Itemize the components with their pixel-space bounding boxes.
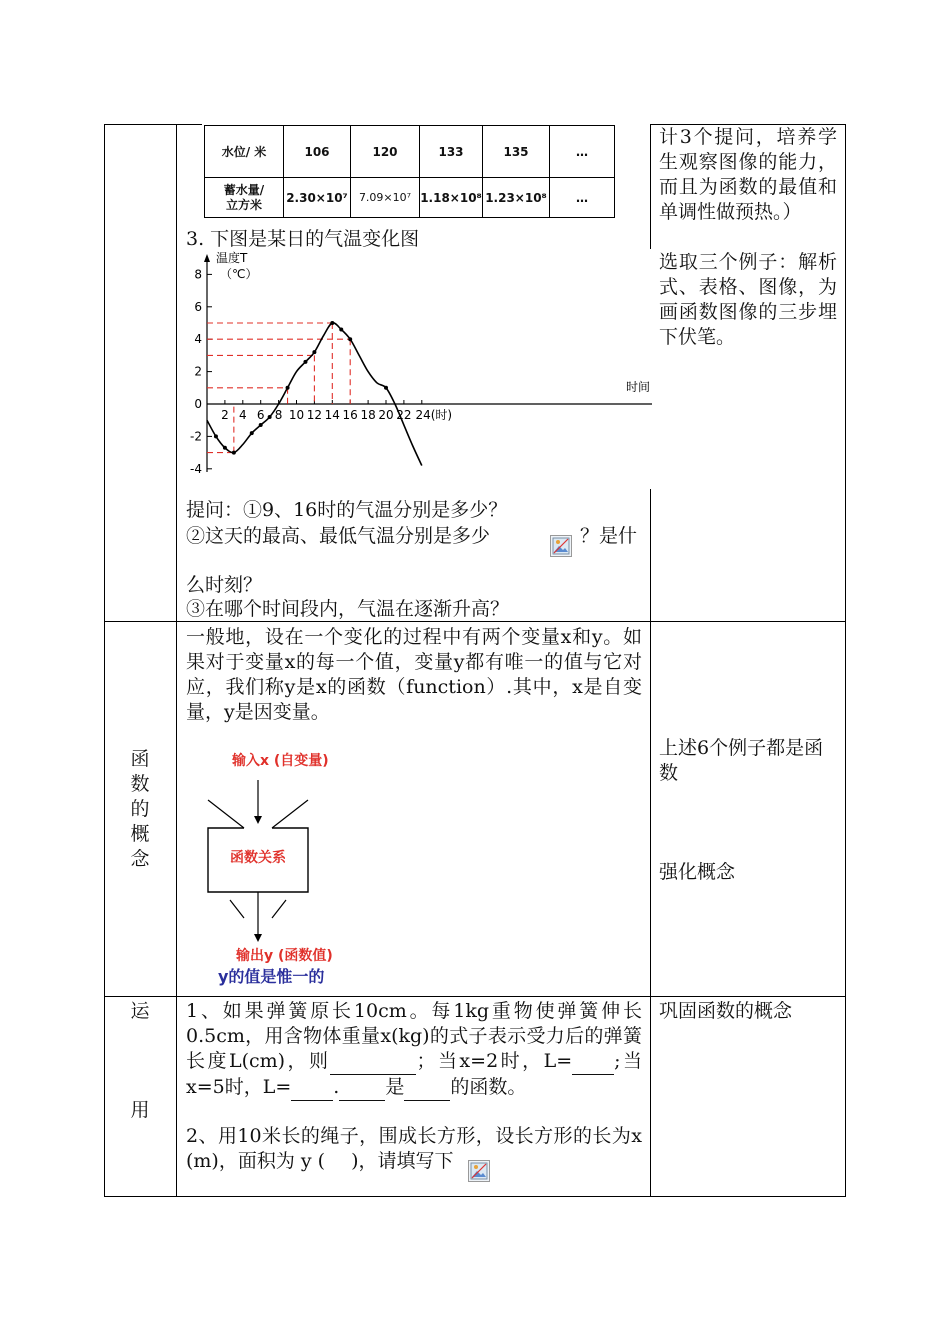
x-tick-label: 20 xyxy=(378,408,394,422)
y-tick-label: 6 xyxy=(194,299,202,314)
x-tick-label: 8 xyxy=(274,408,283,422)
question-line: 么时刻？ xyxy=(186,574,263,596)
section-label-application: 运 xyxy=(130,1000,150,1022)
y-axis-unit: （℃） xyxy=(220,267,258,281)
exercise-text: )，请填写下 xyxy=(351,1150,454,1172)
data-point xyxy=(330,321,334,325)
data-point xyxy=(268,415,272,419)
diagram-box-label: 函数关系 xyxy=(230,850,286,866)
table-cell-line: 立方米 xyxy=(225,197,262,212)
question-line: 提问：①9、16时的气温分别是多少？ xyxy=(186,499,508,521)
section-label-function-concept xyxy=(104,747,176,872)
exercise-text: 是 xyxy=(385,1076,405,1098)
exercise-text: ；当x=2时，L= xyxy=(416,1050,573,1072)
exercise-1 xyxy=(186,999,642,1101)
diagram-unique-note: y的值是惟一的 xyxy=(218,967,325,986)
y-axis-arrow xyxy=(204,254,210,262)
column-divider-2 xyxy=(650,489,651,1197)
x-tick-label: 16 xyxy=(342,408,358,422)
question-3-title: 3. 下图是某日的气温变化图 xyxy=(186,228,420,250)
table-cell: 7.09×10⁷ xyxy=(351,178,420,218)
question-line: ③在哪个时间段内，气温在逐渐升高？ xyxy=(186,598,510,620)
table-cell: 1.23×10⁸ xyxy=(483,178,550,218)
teaching-note: 上述6个例子都是函数 xyxy=(659,737,824,784)
column-divider-2-top xyxy=(650,124,651,249)
data-point xyxy=(259,423,263,427)
row-divider-2 xyxy=(104,996,845,997)
label-char: 函 xyxy=(130,748,150,770)
label-char: 的 xyxy=(130,798,150,820)
table-cell: 水位/ 米 xyxy=(205,126,284,178)
label-char: 数 xyxy=(130,773,150,795)
answer-blank[interactable] xyxy=(291,1075,333,1101)
diagram-input-label: 输入x (自变量) xyxy=(232,753,329,769)
table-cell xyxy=(205,178,284,218)
water-level-table xyxy=(204,125,615,218)
teaching-note: 强化概念 xyxy=(659,861,736,883)
teaching-note: 计3个提问，培养学生观察图像的能力，而且为函数的最值和单调性做预热。） xyxy=(659,126,837,223)
table-cell-line: 蓄水量/ xyxy=(223,182,265,197)
function-definition: 一般地，设在一个变化的过程中有两个变量x和y。如果对于变量x的每一个值，变量y都有唯一的值与它对应，我们称y是x的函数（function）.其中，x是自变量，y是因变量。 xyxy=(186,626,642,723)
data-point xyxy=(223,446,227,450)
data-point xyxy=(384,386,388,390)
y-tick-label: 0 xyxy=(194,397,202,411)
y-tick-label: 2 xyxy=(194,364,202,379)
x-tick-label: 12 xyxy=(306,408,323,422)
data-point xyxy=(339,327,343,331)
x-tick-label: 4 xyxy=(238,408,247,422)
temperature-chart xyxy=(182,250,652,475)
y-tick-label: 8 xyxy=(194,267,202,282)
question-line: ？是什 xyxy=(580,525,638,547)
answer-blank[interactable] xyxy=(404,1075,450,1101)
teaching-note: 选取三个例子：解析式、表格、图像，为画函数图像的三步埋下伏笔。 xyxy=(659,251,837,348)
table-border-right xyxy=(845,124,846,1197)
image-placeholder-icon xyxy=(550,535,572,557)
exercise-text: 2、用10米长的绳子，围成长方形，设长方形的长为x (m)，面积为 y ( xyxy=(186,1125,642,1172)
y-axis-label: 温度T xyxy=(216,251,248,265)
table-cell: 1.18×10⁸ xyxy=(420,178,483,218)
x-tick-label: 18 xyxy=(360,408,376,422)
x-tick-label: 2 xyxy=(221,408,229,422)
column-divider-1 xyxy=(176,124,177,1197)
diagram-output-label: 输出y (函数值) xyxy=(236,948,333,964)
table-cell: 2.30×10⁷ xyxy=(284,178,351,218)
x-tick-label: 10 xyxy=(288,408,305,422)
y-tick-label: -2 xyxy=(190,429,202,444)
exercise-text: ;当x=5时，L= xyxy=(186,1050,643,1098)
y-tick-label: -4 xyxy=(190,461,202,475)
data-point xyxy=(286,386,290,390)
exercise-text: 1、如果弹簧原长10cm。每1kg重物使弹簧伸长0.5cm，用含物体重量x(kg)的式子表示受力后的弹簧长度L(cm)，则 xyxy=(186,1000,642,1072)
section-label-application: 用 xyxy=(130,1099,150,1121)
table-border-bottom xyxy=(104,1196,845,1197)
x-tick-label: 24(时) xyxy=(415,408,453,422)
table-border-top xyxy=(104,124,202,125)
data-point xyxy=(214,434,218,438)
data-point xyxy=(312,350,316,354)
exercise-text: 的函数。 xyxy=(450,1076,527,1098)
label-char: 概 xyxy=(130,823,150,845)
exercise-text: . xyxy=(333,1076,340,1098)
answer-blank[interactable] xyxy=(572,1049,614,1075)
teaching-note: 巩固函数的概念 xyxy=(659,1000,793,1022)
table-cell: 106 xyxy=(284,126,351,178)
data-point xyxy=(250,431,254,435)
table-cell: 133 xyxy=(420,126,483,178)
question-line: ②这天的最高、最低气温分别是多少 xyxy=(186,525,491,547)
y-tick-label: 4 xyxy=(194,332,202,347)
label-char: 念 xyxy=(130,848,150,870)
data-point xyxy=(348,337,352,341)
image-placeholder-icon xyxy=(468,1160,490,1182)
x-tick-label: 22 xyxy=(396,408,412,422)
x-axis-label: 时间 xyxy=(626,380,651,394)
table-cell: 120 xyxy=(351,126,420,178)
table-cell: … xyxy=(550,126,615,178)
x-tick-label: 14 xyxy=(324,408,340,422)
table-cell: … xyxy=(550,178,615,218)
table-cell: 135 xyxy=(483,126,550,178)
answer-blank[interactable] xyxy=(339,1075,385,1101)
answer-blank[interactable] xyxy=(330,1049,416,1075)
table-border-left xyxy=(104,124,105,1197)
data-point xyxy=(303,360,307,364)
exercise-2 xyxy=(186,1124,642,1174)
x-tick-label: 6 xyxy=(256,408,265,422)
temperature-series-line xyxy=(207,323,422,466)
data-point xyxy=(232,451,236,455)
